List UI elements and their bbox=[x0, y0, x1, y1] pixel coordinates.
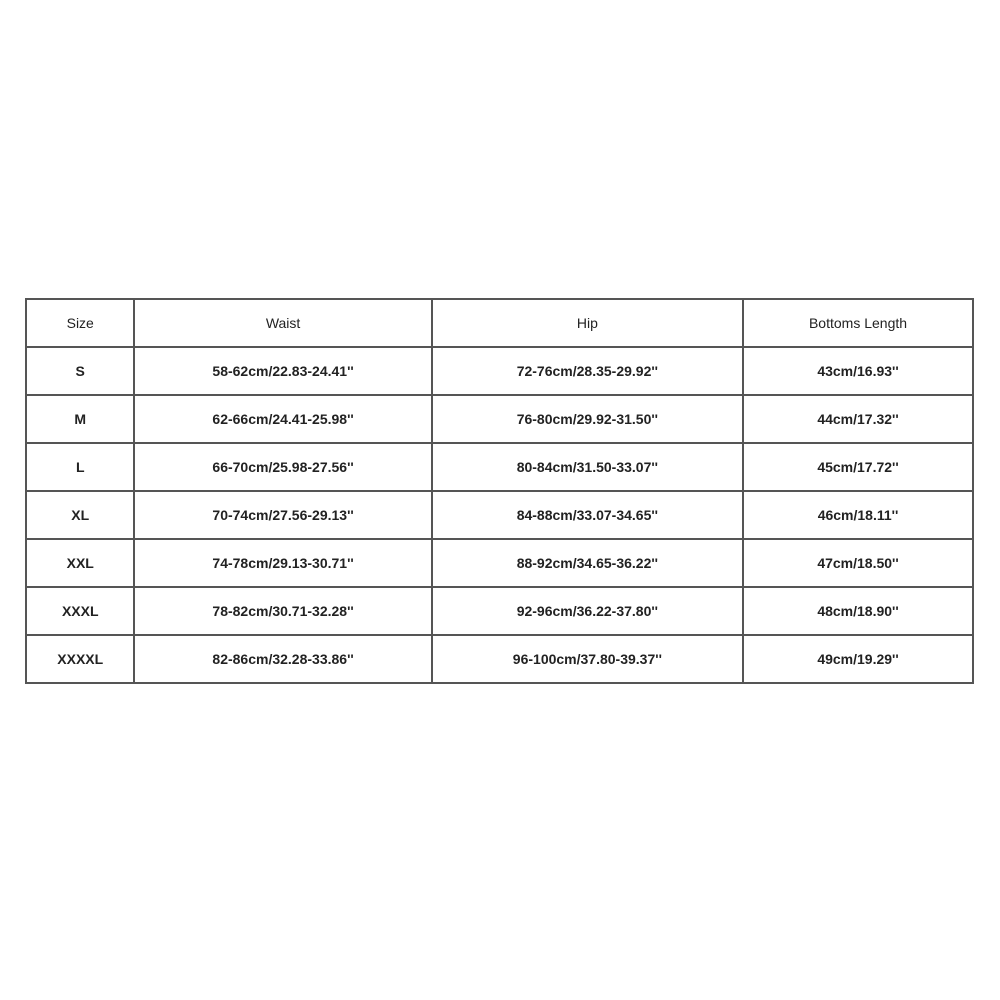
table-body bbox=[26, 347, 973, 683]
cell-hip: 96-100cm/37.80-39.37'' bbox=[432, 635, 743, 683]
cell-waist: 62-66cm/24.41-25.98'' bbox=[134, 395, 431, 443]
cell-size: XXXL bbox=[26, 587, 134, 635]
cell-size: XL bbox=[26, 491, 134, 539]
cell-bottoms-length: 47cm/18.50'' bbox=[743, 539, 973, 587]
cell-bottoms-length: 49cm/19.29'' bbox=[743, 635, 973, 683]
table-row bbox=[26, 635, 973, 683]
cell-bottoms-length: 43cm/16.93'' bbox=[743, 347, 973, 395]
cell-size: M bbox=[26, 395, 134, 443]
cell-size: XXL bbox=[26, 539, 134, 587]
cell-hip: 84-88cm/33.07-34.65'' bbox=[432, 491, 743, 539]
header-bottoms-length: Bottoms Length bbox=[743, 299, 973, 347]
cell-bottoms-length: 48cm/18.90'' bbox=[743, 587, 973, 635]
cell-waist: 74-78cm/29.13-30.71'' bbox=[134, 539, 431, 587]
cell-waist: 70-74cm/27.56-29.13'' bbox=[134, 491, 431, 539]
table-row bbox=[26, 539, 973, 587]
table-header bbox=[26, 299, 973, 347]
cell-hip: 92-96cm/36.22-37.80'' bbox=[432, 587, 743, 635]
header-hip: Hip bbox=[432, 299, 743, 347]
cell-size: S bbox=[26, 347, 134, 395]
cell-hip: 88-92cm/34.65-36.22'' bbox=[432, 539, 743, 587]
size-chart-table bbox=[25, 298, 974, 684]
cell-waist: 66-70cm/25.98-27.56'' bbox=[134, 443, 431, 491]
table-row bbox=[26, 491, 973, 539]
cell-hip: 76-80cm/29.92-31.50'' bbox=[432, 395, 743, 443]
header-size: Size bbox=[26, 299, 134, 347]
cell-bottoms-length: 46cm/18.11'' bbox=[743, 491, 973, 539]
cell-waist: 78-82cm/30.71-32.28'' bbox=[134, 587, 431, 635]
table-row bbox=[26, 443, 973, 491]
table-row bbox=[26, 395, 973, 443]
cell-bottoms-length: 44cm/17.32'' bbox=[743, 395, 973, 443]
table-row bbox=[26, 587, 973, 635]
header-waist: Waist bbox=[134, 299, 431, 347]
cell-size: XXXXL bbox=[26, 635, 134, 683]
cell-waist: 58-62cm/22.83-24.41'' bbox=[134, 347, 431, 395]
table-row bbox=[26, 347, 973, 395]
cell-size: L bbox=[26, 443, 134, 491]
header-row bbox=[26, 299, 973, 347]
cell-waist: 82-86cm/32.28-33.86'' bbox=[134, 635, 431, 683]
cell-bottoms-length: 45cm/17.72'' bbox=[743, 443, 973, 491]
cell-hip: 80-84cm/31.50-33.07'' bbox=[432, 443, 743, 491]
cell-hip: 72-76cm/28.35-29.92'' bbox=[432, 347, 743, 395]
